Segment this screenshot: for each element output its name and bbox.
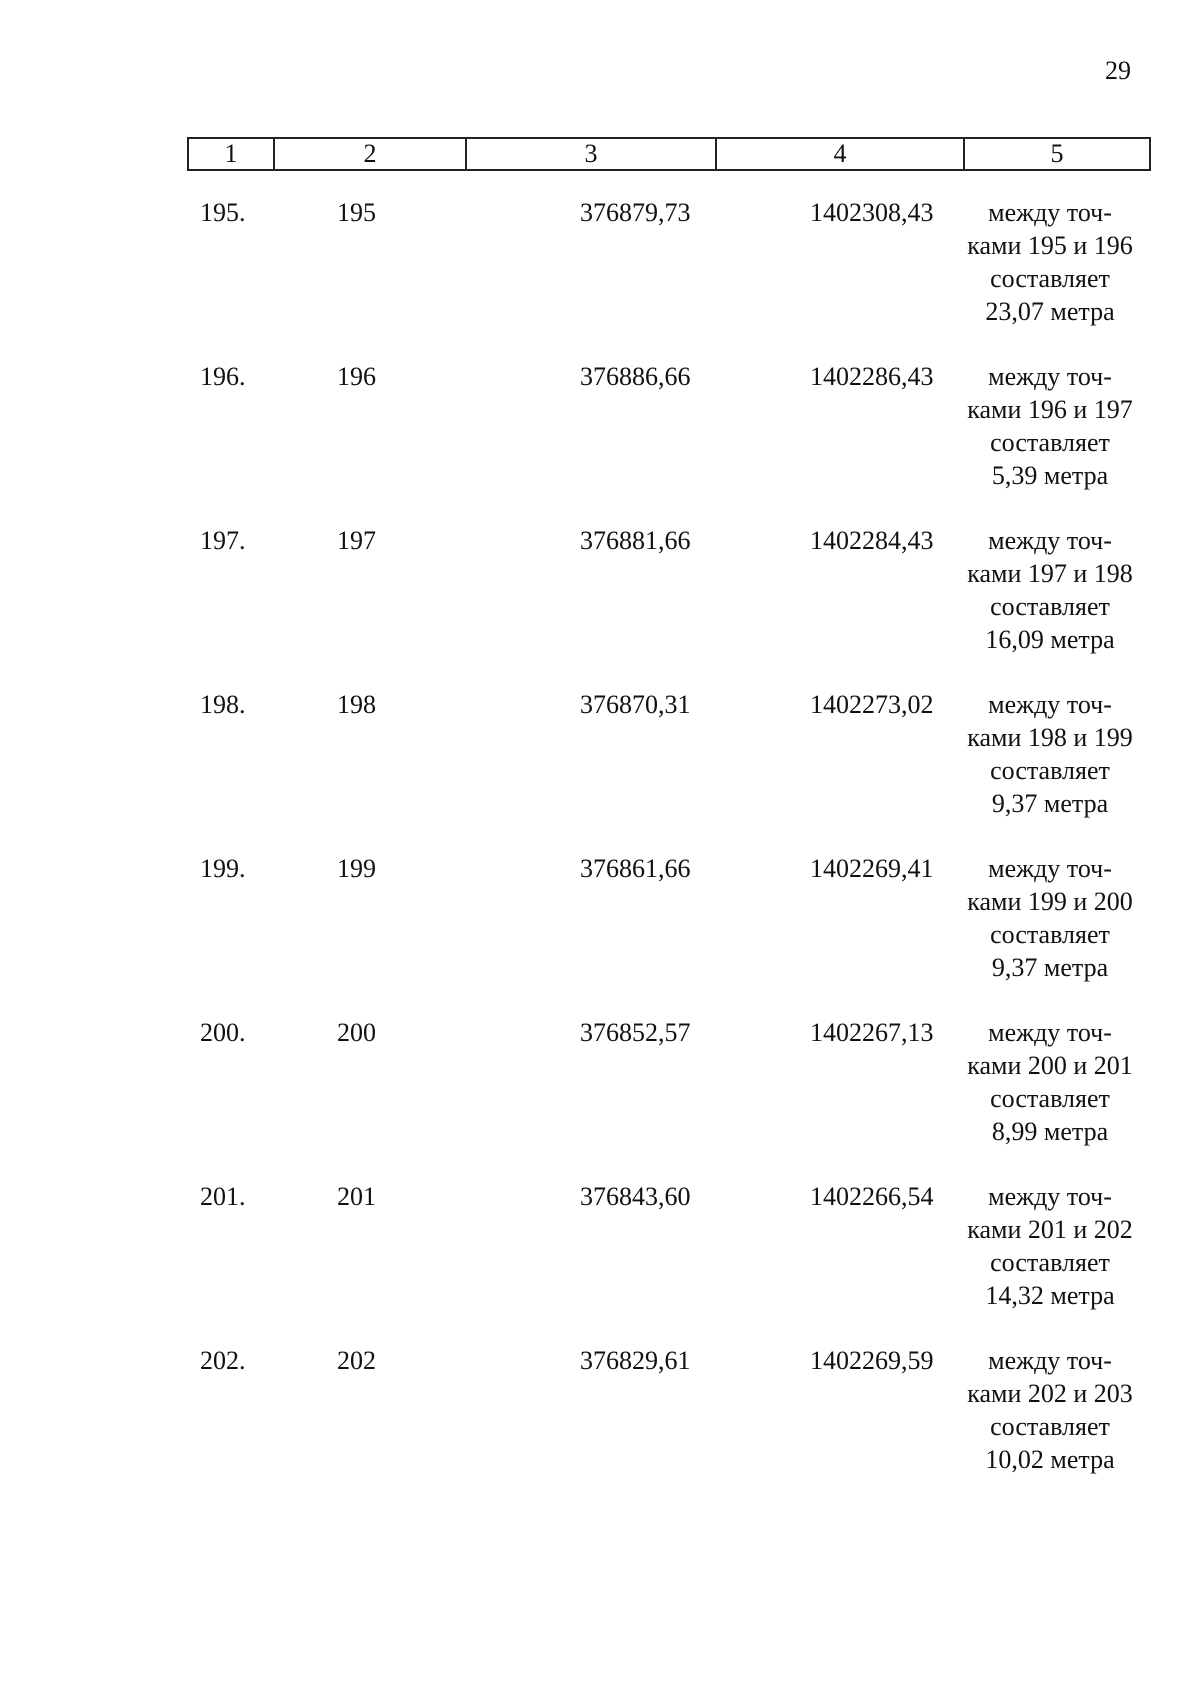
row-number: 195. — [200, 198, 246, 227]
table-row — [0, 852, 1200, 1012]
desc-line: составляет — [990, 1084, 1110, 1113]
row-number: 199. — [200, 854, 246, 883]
y-coordinate: 1402269,41 — [810, 854, 934, 883]
x-coordinate: 376870,31 — [580, 690, 691, 719]
header-row — [188, 138, 1150, 170]
desc-line: между точ- — [988, 1018, 1112, 1047]
x-coordinate: 376861,66 — [580, 854, 691, 883]
desc-line: ками 197 и 198 — [967, 559, 1133, 588]
point-id: 200 — [337, 1018, 376, 1047]
y-coordinate: 1402266,54 — [810, 1182, 934, 1211]
desc-line: 8,99 метра — [991, 1117, 1109, 1146]
distance-description — [950, 524, 1150, 656]
desc-line: 10,02 метра — [985, 1445, 1115, 1474]
header-col-1: 1 — [188, 138, 274, 170]
desc-line: составляет — [990, 428, 1110, 457]
row-number: 198. — [200, 690, 246, 719]
table-row — [0, 524, 1200, 684]
desc-line: составляет — [990, 920, 1110, 949]
table-row — [0, 360, 1200, 520]
desc-line: ками 200 и 201 — [967, 1051, 1133, 1080]
y-coordinate: 1402273,02 — [810, 690, 934, 719]
desc-line: составляет — [990, 756, 1110, 785]
y-coordinate: 1402308,43 — [810, 198, 934, 227]
row-number: 197. — [200, 526, 246, 555]
x-coordinate: 376879,73 — [580, 198, 691, 227]
desc-line: составляет — [990, 592, 1110, 621]
desc-line: ками 196 и 197 — [967, 395, 1133, 424]
table-row — [0, 688, 1200, 848]
desc-line: составляет — [990, 1248, 1110, 1277]
distance-description — [950, 196, 1150, 328]
desc-line: между точ- — [988, 690, 1112, 719]
table-row — [0, 196, 1200, 356]
desc-line: ками 201 и 202 — [967, 1215, 1133, 1244]
point-id: 202 — [337, 1346, 376, 1375]
distance-description — [950, 852, 1150, 984]
header-col-5: 5 — [964, 138, 1150, 170]
desc-line: между точ- — [988, 362, 1112, 391]
x-coordinate: 376881,66 — [580, 526, 691, 555]
page-number: 29 — [1105, 56, 1131, 85]
desc-line: 9,37 метра — [991, 953, 1109, 982]
point-id: 198 — [337, 690, 376, 719]
desc-line: ками 195 и 196 — [967, 231, 1133, 260]
y-coordinate: 1402267,13 — [810, 1018, 934, 1047]
desc-line: между точ- — [988, 854, 1112, 883]
row-number: 196. — [200, 362, 246, 391]
desc-line: между точ- — [988, 198, 1112, 227]
point-id: 195 — [337, 198, 376, 227]
desc-line: составляет — [990, 264, 1110, 293]
y-coordinate: 1402269,59 — [810, 1346, 934, 1375]
distance-description — [950, 688, 1150, 820]
header-col-2: 2 — [274, 138, 466, 170]
desc-line: между точ- — [988, 1346, 1112, 1375]
table-row — [0, 1344, 1200, 1504]
point-id: 196 — [337, 362, 376, 391]
table-row — [0, 1016, 1200, 1176]
y-coordinate: 1402284,43 — [810, 526, 934, 555]
desc-line: 16,09 метра — [985, 625, 1115, 654]
x-coordinate: 376829,61 — [580, 1346, 691, 1375]
desc-line: ками 199 и 200 — [967, 887, 1133, 916]
x-coordinate: 376886,66 — [580, 362, 691, 391]
desc-line: 9,37 метра — [991, 789, 1109, 818]
x-coordinate: 376852,57 — [580, 1018, 691, 1047]
row-number: 202. — [200, 1346, 246, 1375]
distance-description — [950, 360, 1150, 492]
distance-description — [950, 1180, 1150, 1312]
y-coordinate: 1402286,43 — [810, 362, 934, 391]
header-col-3: 3 — [466, 138, 716, 170]
point-id: 201 — [337, 1182, 376, 1211]
desc-line: составляет — [990, 1412, 1110, 1441]
desc-line: 14,32 метра — [985, 1281, 1115, 1310]
column-header-table — [187, 137, 1151, 171]
point-id: 199 — [337, 854, 376, 883]
desc-line: между точ- — [988, 1182, 1112, 1211]
row-number: 201. — [200, 1182, 246, 1211]
desc-line: ками 198 и 199 — [967, 723, 1133, 752]
desc-line: между точ- — [988, 526, 1112, 555]
row-number: 200. — [200, 1018, 246, 1047]
distance-description — [950, 1016, 1150, 1148]
desc-line: 23,07 метра — [985, 297, 1115, 326]
header-col-4: 4 — [716, 138, 964, 170]
table-row — [0, 1180, 1200, 1340]
desc-line: ками 202 и 203 — [967, 1379, 1133, 1408]
x-coordinate: 376843,60 — [580, 1182, 691, 1211]
desc-line: 5,39 метра — [991, 461, 1109, 490]
distance-description — [950, 1344, 1150, 1476]
point-id: 197 — [337, 526, 376, 555]
